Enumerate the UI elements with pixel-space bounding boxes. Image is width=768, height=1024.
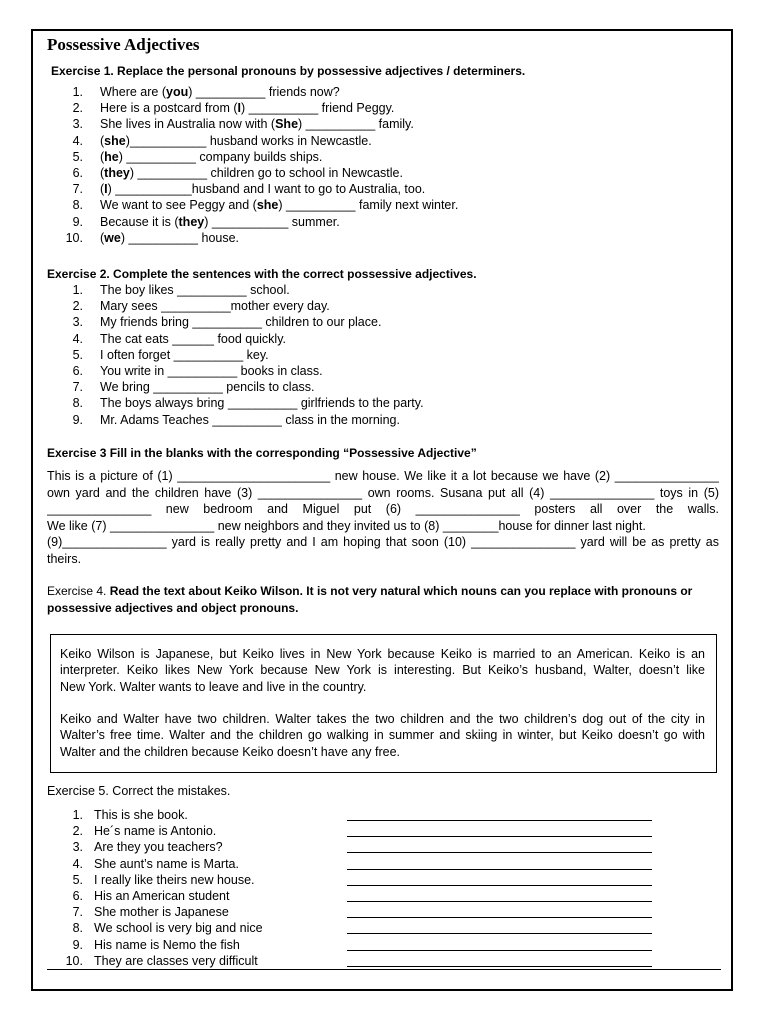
text-segment: ) ___________ summer. — [204, 214, 340, 229]
text-segment: ) __________ friends now? — [188, 85, 340, 99]
exercise-4-label: Exercise 4. — [47, 584, 110, 598]
item-number: 6. — [72, 888, 83, 903]
text-line: Walter and the children because Keiko doesn’t have any free. — [60, 744, 401, 759]
pronoun: she — [256, 198, 279, 213]
answer-line — [347, 874, 652, 886]
item-text — [100, 197, 458, 213]
text-segment: ) __________ friend Peggy. — [241, 101, 395, 116]
answer-line — [347, 939, 652, 951]
paragraph-line: (9)_______________ yard is really pretty and I am hoping that soon (10) _______________ yard will be as pretty as — [47, 535, 719, 549]
item-number: 2. — [72, 824, 83, 839]
item-text — [100, 149, 322, 165]
answer-line — [347, 841, 652, 853]
item-number: 5. — [72, 347, 83, 362]
text-segment: Where are ( — [100, 85, 166, 99]
pronoun: she — [104, 133, 126, 148]
item-text — [100, 165, 403, 181]
exercise-2-heading: Exercise 2. Complete the sentences with the correct possessive adjectives. — [47, 267, 477, 281]
item-number: 9. — [72, 214, 83, 229]
item-text: The cat eats ______ food quickly. — [100, 331, 286, 346]
item-number: 3. — [72, 315, 83, 330]
item-number: 10. — [65, 230, 83, 245]
answer-line — [347, 890, 652, 902]
item-number: 3. — [72, 117, 83, 132]
exercise-3-heading: Exercise 3 Fill in the blanks with the corresponding “Possessive Adjective” — [47, 446, 477, 460]
text-segment: )___________ husband works in Newcastle. — [125, 133, 372, 148]
text-segment: Because it is ( — [100, 214, 179, 229]
answer-line — [347, 858, 652, 870]
text-segment: ( — [100, 230, 105, 245]
item-text — [100, 230, 239, 246]
item-text: She aunt’s name is Marta. — [94, 856, 239, 871]
item-text: We school is very big and nice — [94, 921, 263, 936]
text-segment: We want to see Peggy and ( — [100, 198, 257, 213]
item-number: 5. — [72, 149, 83, 164]
text-segment: ( — [100, 182, 105, 197]
text-segment: ( — [100, 165, 105, 180]
text-segment: ( — [100, 133, 105, 148]
item-number: 8. — [72, 198, 83, 213]
item-number: 7. — [72, 182, 83, 197]
bottom-divider — [47, 969, 721, 970]
item-text: I really like theirs new house. — [94, 872, 255, 887]
item-text: We bring __________ pencils to class. — [100, 380, 315, 395]
item-number: 8. — [72, 396, 83, 411]
text-segment: ) __________ family next winter. — [278, 198, 459, 213]
pronoun: I — [237, 101, 242, 116]
pronoun: they — [104, 165, 130, 180]
exercise-1-heading: Exercise 1. Replace the personal pronouns by possessive adjectives / determiners. — [51, 64, 526, 78]
answer-line — [347, 906, 652, 918]
paragraph-line: theirs. — [47, 551, 82, 566]
item-number: 6. — [72, 363, 83, 378]
item-text: His an American student — [94, 888, 230, 903]
answer-line — [347, 825, 652, 837]
item-text: You write in __________ books in class. — [100, 363, 323, 378]
text-segment: ( — [100, 149, 105, 164]
item-text: His name is Nemo the fish — [94, 937, 240, 952]
item-text: I often forget __________ key. — [100, 347, 269, 362]
keiko-paragraph-1 — [60, 646, 705, 695]
pronoun: She — [275, 117, 299, 132]
item-text: Mr. Adams Teaches __________ class in the morning. — [100, 412, 400, 427]
text-line: interpreter. Keiko likes New York because New York is interesting. But Keiko’s husband, Walter, doesn’t like — [60, 663, 705, 678]
item-number: 5. — [72, 872, 83, 887]
text-line: Keiko and Walter have two children. Walter takes the two children and the two children’s dog out of the city in — [60, 712, 705, 726]
item-text: The boy likes __________ school. — [100, 283, 290, 297]
pronoun: they — [178, 214, 205, 229]
item-number: 1. — [72, 85, 83, 99]
item-number: 9. — [72, 937, 83, 952]
exercise-5-heading: Exercise 5. Correct the mistakes. — [47, 784, 231, 798]
keiko-text-box — [50, 634, 717, 773]
answer-line — [347, 809, 652, 821]
pronoun: we — [104, 230, 121, 245]
item-text — [100, 84, 340, 100]
item-text: He´s name is Antonio. — [94, 824, 217, 839]
item-number: 7. — [72, 380, 83, 395]
item-number: 3. — [72, 840, 83, 855]
item-number: 2. — [72, 299, 83, 314]
answer-line — [347, 922, 652, 934]
paragraph-line: _______________ new bedroom and Miguel put (6) _______________ posters all over the walls. — [47, 502, 719, 516]
text-segment: Here is a postcard from ( — [100, 101, 238, 116]
pronoun: you — [166, 85, 189, 99]
text-line: Keiko Wilson is Japanese, but Keiko lives in New York because Keiko is married to an American. Keiko is an — [60, 647, 705, 661]
item-text: This is she book. — [94, 808, 188, 822]
text-segment: ) __________ children go to school in Newcastle. — [129, 165, 403, 180]
worksheet — [31, 29, 733, 991]
item-text — [100, 100, 394, 116]
text-segment: She lives in Australia now with ( — [100, 117, 276, 132]
item-text: Mary sees __________mother every day. — [100, 299, 330, 314]
item-number: 4. — [72, 331, 83, 346]
item-number: 4. — [72, 856, 83, 871]
exercise-4-heading — [47, 584, 692, 598]
item-number: 6. — [72, 165, 83, 180]
item-number: 10. — [65, 953, 83, 968]
item-text — [100, 133, 372, 149]
paragraph-line: own yard and the children have (3) _______________ own rooms. Susana put all (4) _______________ toys in (5) — [47, 485, 719, 500]
page-title: Possessive Adjectives — [47, 35, 200, 54]
item-number: 8. — [72, 921, 83, 936]
item-text — [100, 181, 425, 197]
text-segment: ) ___________husband and I want to go to Australia, too. — [107, 182, 426, 197]
item-text: My friends bring __________ children to our place. — [100, 315, 382, 330]
item-number: 7. — [72, 905, 83, 920]
exercise-3-paragraph — [47, 468, 719, 567]
paragraph-line: We like (7) _______________ new neighbors and they invited us to (8) ________house for dinner last night. — [47, 518, 646, 533]
pronoun: I — [104, 182, 108, 197]
item-text — [100, 116, 414, 132]
text-segment: ) __________ house. — [120, 230, 240, 245]
text-segment: ) __________ company builds ships. — [118, 149, 323, 164]
exercise-4-heading-line2: possessive adjectives and object pronouns. — [47, 601, 299, 615]
item-text — [100, 214, 340, 230]
item-text: She mother is Japanese — [94, 905, 229, 920]
item-number: 4. — [72, 133, 83, 148]
text-line: Walter’s free time. Walter and the children go walking in summer and skiing in winter, but Keiko doesn’t go with — [60, 728, 705, 743]
item-number: 9. — [72, 412, 83, 427]
exercise-4-instruction-line1: Read the text about Keiko Wilson. It is not very natural which nouns can you replace with pronouns or — [109, 584, 693, 598]
item-number: 1. — [72, 283, 83, 297]
keiko-paragraph-2 — [60, 711, 705, 760]
item-number: 1. — [72, 808, 83, 822]
item-number: 2. — [72, 101, 83, 116]
text-line: New York. Walter wants to leave and live in the country. — [60, 679, 367, 694]
item-text: The boys always bring __________ girlfriends to the party. — [100, 396, 424, 411]
item-text: Are they you teachers? — [94, 840, 223, 855]
answer-line — [347, 955, 652, 967]
text-segment: ) __________ family. — [298, 117, 414, 132]
paragraph-line: This is a picture of (1) ______________________ new house. We like it a lot because we have (2) _______________ — [47, 469, 719, 483]
item-text: They are classes very difficult — [94, 953, 258, 968]
pronoun: he — [104, 149, 119, 164]
